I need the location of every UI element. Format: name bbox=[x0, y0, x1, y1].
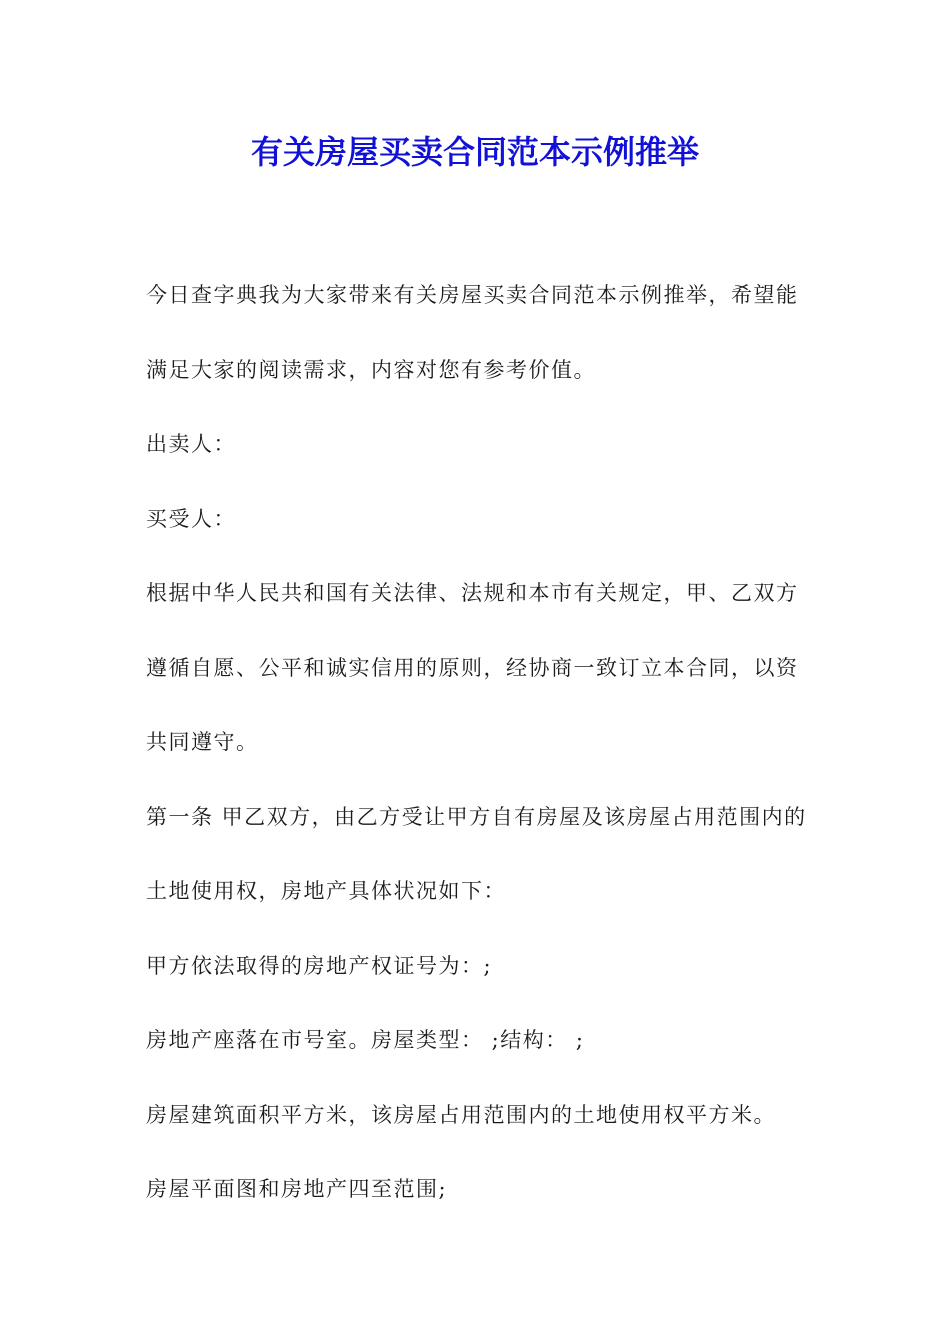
paragraph-intro: 今日查字典我为大家带来有关房屋买卖合同范本示例推举，希望能满足大家的阅读需求，内容对您有参考价值。 bbox=[146, 283, 799, 382]
document-body bbox=[146, 258, 816, 1227]
document-title: 有关房屋买卖合同范本示例推举 bbox=[250, 133, 699, 171]
paragraph-buyer: 买受人： bbox=[146, 506, 236, 531]
paragraph-legal-basis: 根据中华人民共和国有关法律、法规和本市有关规定，甲、乙双方遵循自愿、公平和诚实信用的原则，经协商一致订立本合同，以资共同遵守。 bbox=[146, 581, 799, 754]
paragraph-seller: 出卖人： bbox=[146, 432, 236, 456]
paragraph-floor-plan: 房屋平面图和房地产四至范围; bbox=[146, 1177, 448, 1201]
paragraph-article-one: 第一条 甲乙双方，由乙方受让甲方自有房屋及该房屋占用范围内的土地使用权，房地产具体状况如下： bbox=[146, 804, 807, 903]
paragraph-location: 房地产座落在市号室。房屋类型： ;结构： ; bbox=[146, 1028, 585, 1052]
paragraph-area: 房屋建筑面积平方米，该房屋占用范围内的土地使用权平方米。 bbox=[146, 1102, 776, 1127]
paragraph-certificate-number: 甲方依法取得的房地产权证号为：; bbox=[146, 953, 493, 978]
